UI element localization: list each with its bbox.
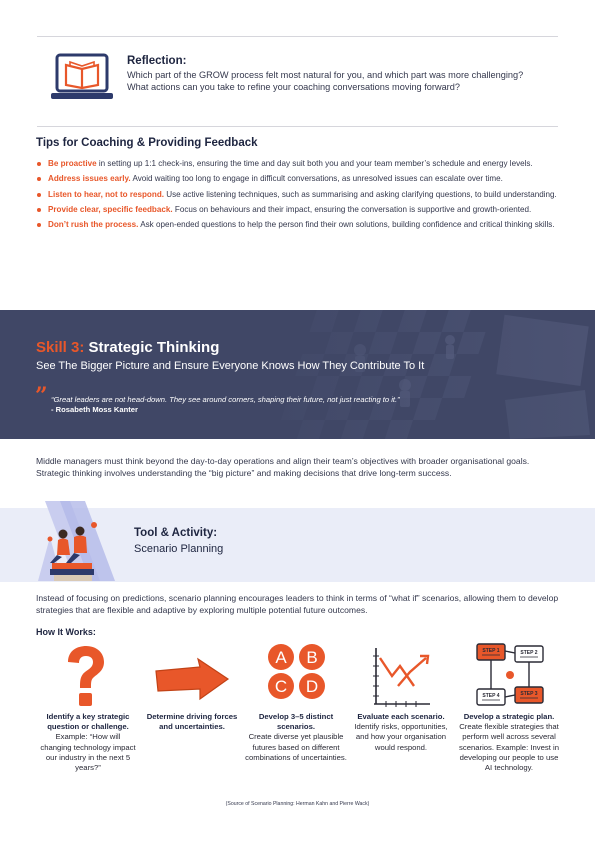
step-3-description: Create diverse yet plausible futures based on different combinations of uncertainties. (245, 732, 347, 762)
option-a-label: A (275, 648, 287, 667)
strategic-thinking-intro: Middle managers must think beyond the day-to-day operations and align their team’s objectives with broader organisational goals. Strategic thinking involves understanding the “big picture” and making decisions that drive long-term success. (36, 456, 530, 479)
tip-item (36, 204, 560, 215)
tip-lead: Provide clear, specific feedback. (48, 204, 173, 214)
tool-subtitle: Scenario Planning (134, 543, 224, 555)
step-5-text (457, 712, 561, 773)
tip-text: Ask open-ended questions to help the person find their own solutions, building confidence and critical thinking skills. (138, 220, 555, 230)
tip-item (36, 189, 560, 200)
reflection-box (37, 40, 558, 124)
step-4-text (353, 712, 449, 753)
source-note: (Source of Scenario Planning: Herman Kahn and Pierre Wack) (225, 801, 370, 807)
quote-mark-icon: ” (35, 383, 48, 409)
reflection-title: Reflection: (127, 55, 187, 67)
option-c-label: C (274, 677, 288, 696)
tip-lead: Listen to hear, not to respond. (48, 189, 165, 199)
skill-banner (0, 310, 595, 439)
quote-text: “Great leaders are not head-down. They see around corners, shaping their future, not just reacting to it.” (51, 395, 400, 404)
step1-label: STEP 1 (482, 648, 500, 654)
arrow-right-icon (154, 657, 230, 701)
tip-lead: Don’t rush the process. (48, 220, 139, 230)
skill-title (36, 339, 219, 356)
step4-label: STEP 4 (482, 693, 500, 699)
tip-text: Focus on behaviours and their impact, ensuring the conversation is supportive and growth-oriented. (172, 204, 532, 214)
tip-lead: Be proactive (48, 159, 97, 168)
bullet-icon (37, 193, 41, 197)
option-b-label: B (306, 648, 318, 667)
step-1-title: Identify a key strategic question or challenge. (46, 712, 130, 732)
step-1-description: Example: “How will changing technology impact our industry in the next 5 years?” (40, 732, 136, 773)
tip-text: in setting up 1:1 check-ins, ensuring the time and day suit both you and your team member’s schedule and energy levels. (96, 159, 533, 168)
bullet-icon (37, 208, 41, 212)
step-1-text (40, 712, 136, 773)
tip-item (36, 219, 560, 230)
steps-flow-icon (474, 641, 546, 709)
tips-heading: Tips for Coaching & Providing Feedback (36, 137, 258, 149)
step2-label: STEP 2 (520, 650, 538, 656)
chessboard-background-image (0, 310, 595, 439)
tool-title: Tool & Activity: (134, 527, 218, 539)
tip-item (36, 173, 560, 184)
step3-label: STEP 3 (520, 691, 538, 697)
top-divider (37, 36, 558, 37)
skill-name: Strategic Thinking (84, 339, 220, 356)
tip-text: Use active listening techniques, such as summarising and asking clarifying questions, to build understanding. (164, 189, 557, 199)
bullet-icon (37, 162, 41, 166)
tip-text: Avoid waiting too long to engage in difficult conversations, as unresolved issues can escalate over time. (130, 174, 503, 184)
step-2-text (142, 712, 242, 732)
option-d-label: D (305, 677, 319, 696)
laptop-book-icon (51, 53, 113, 105)
tip-lead: Address issues early. (48, 174, 131, 184)
trend-chart-icon (370, 646, 432, 708)
step-2-title: Determine driving forces and uncertainties. (146, 712, 238, 732)
quote-author: - Rosabeth Moss Kanter (51, 405, 138, 414)
tips-list (36, 158, 560, 234)
scenario-planning-intro: Instead of focusing on predictions, scenario planning encourages leaders to think in terms of “what if” scenarios, allowing them to develop strategies that are flexible and adaptive by exploring multiple potential future outcomes. (36, 593, 559, 616)
skill-subtitle: See The Bigger Picture and Ensure Everyone Knows How They Contribute To It (36, 360, 425, 372)
step-3-text (244, 712, 348, 763)
step-5-title: Develop a strategic plan. (463, 712, 555, 721)
bullet-icon (37, 223, 41, 227)
skill-number: Skill 3: (36, 339, 85, 356)
reflection-body: Which part of the GROW process felt most natural for you, and which part was more challenging? What actions can you take to refine your coaching conversations moving forward? (127, 70, 524, 93)
tip-item (36, 158, 560, 169)
bullet-icon (37, 177, 41, 181)
people-on-books-illustration (30, 497, 125, 583)
step-4-description: Identify risks, opportunities, and how your organisation would respond. (354, 722, 448, 752)
reflection-divider (37, 126, 558, 127)
how-it-works-heading: How It Works: (36, 627, 96, 637)
step-5-description: Create flexible strategies that perform well across several scenarios. Example: Invest in developing our people to use AI technology. (459, 722, 559, 773)
abcd-options-icon (266, 643, 328, 701)
step-4-title: Evaluate each scenario. (357, 712, 445, 721)
question-mark-icon (64, 646, 108, 708)
step-3-title: Develop 3–5 distinct scenarios. (258, 712, 334, 732)
